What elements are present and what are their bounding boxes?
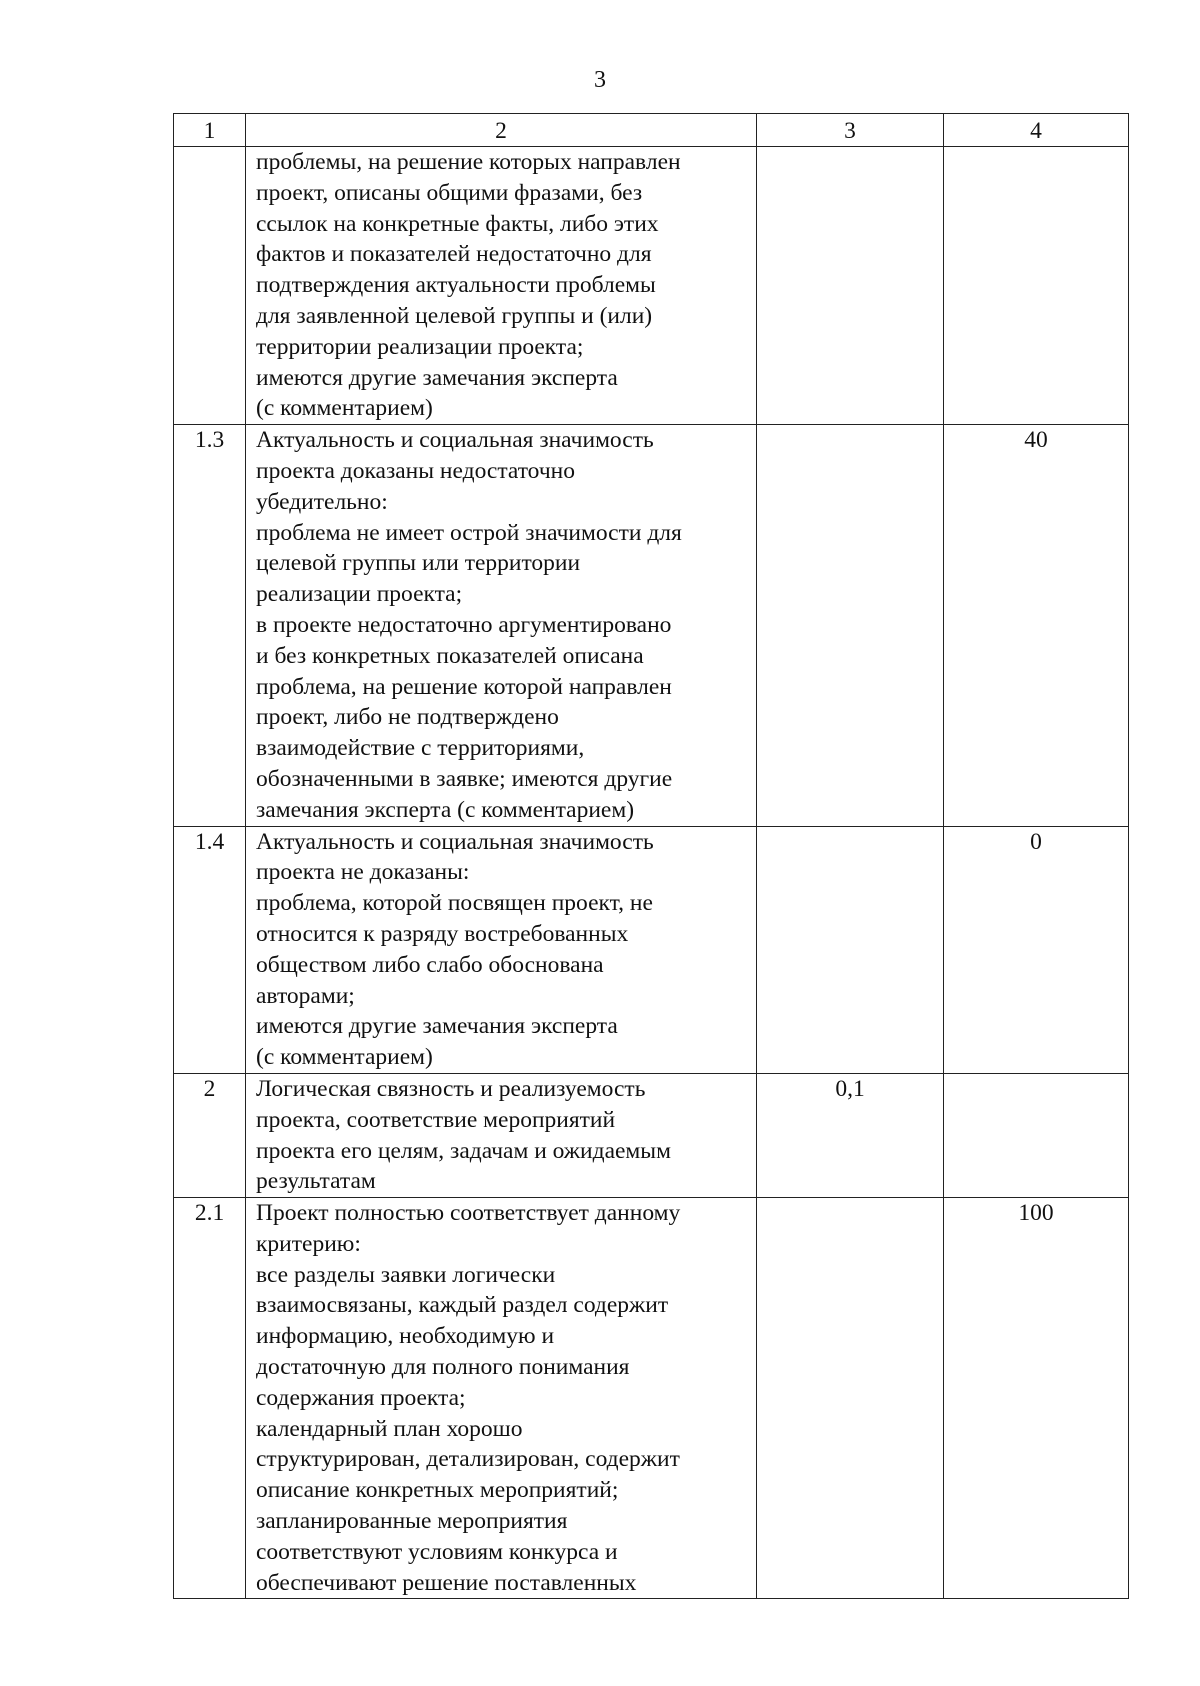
criterion-text-line: реализации проекта; [256, 581, 463, 608]
criterion-text-line: критерию: [256, 1230, 361, 1257]
criterion-text-line: проект, либо не подтверждено [256, 704, 559, 731]
weight-cell [757, 425, 944, 826]
criterion-description-cell [246, 1073, 757, 1197]
criterion-text-line: Актуальность и социальная значимость [256, 427, 654, 454]
score-cell: 0 [944, 826, 1129, 1073]
criteria-table [173, 113, 1129, 1599]
criterion-text-line: проекта доказаны недостаточно [256, 457, 575, 484]
criterion-text-line: подтверждения актуальности проблемы [256, 272, 656, 299]
score-cell [944, 147, 1129, 425]
criterion-text-line: обществом либо слабо обоснована [256, 951, 604, 978]
header-cell-2: 2 [246, 114, 757, 147]
criterion-description-cell [246, 425, 757, 826]
criterion-text-line: (с комментарием) [256, 395, 433, 422]
criterion-text-line: соответствуют условиям конкурса и [256, 1538, 618, 1565]
criterion-text-line: имеются другие замечания эксперта [256, 364, 618, 391]
score-cell: 100 [944, 1198, 1129, 1599]
criterion-text-line: (с комментарием) [256, 1044, 433, 1071]
row-number-cell: 1.3 [174, 425, 246, 826]
criterion-text-line: все разделы заявки логически [256, 1261, 556, 1288]
weight-cell [757, 1198, 944, 1599]
criterion-text-line: замечания эксперта (с комментарием) [256, 796, 635, 823]
criterion-text-line: проекта его целям, задачам и ожидаемым [256, 1137, 671, 1164]
criterion-text-line: запланированные мероприятия [256, 1508, 568, 1535]
table-row [174, 147, 1129, 425]
criterion-description-cell [246, 1198, 757, 1599]
criterion-text-line: территории реализации проекта; [256, 333, 584, 360]
criterion-text-line: описание конкретных мероприятий; [256, 1477, 619, 1504]
criterion-text-line: достаточную для полного понимания [256, 1354, 630, 1381]
criterion-text-line: проблема не имеет острой значимости для [256, 519, 682, 546]
criterion-description-cell [246, 147, 757, 425]
row-number-cell [174, 147, 246, 425]
row-number-cell: 2.1 [174, 1198, 246, 1599]
criterion-text-line: обеспечивают решение поставленных [256, 1569, 637, 1596]
criterion-text-line: убедительно: [256, 488, 388, 515]
criterion-text-line: имеются другие замечания эксперта [256, 1013, 618, 1040]
row-number-cell: 1.4 [174, 826, 246, 1073]
criterion-text-line: структурирован, детализирован, содержит [256, 1446, 680, 1473]
criterion-text-line: авторами; [256, 982, 355, 1009]
criterion-text-line: фактов и показателей недостаточно для [256, 241, 652, 268]
score-cell: 40 [944, 425, 1129, 826]
score-cell [944, 1073, 1129, 1197]
table-row [174, 1073, 1129, 1197]
table-row [174, 1198, 1129, 1599]
header-cell-1: 1 [174, 114, 246, 147]
page-number: 3 [594, 67, 606, 93]
row-number-cell: 2 [174, 1073, 246, 1197]
criterion-text-line: проблема, которой посвящен проект, не [256, 890, 653, 917]
table-row [174, 425, 1129, 826]
criterion-text-line: в проекте недостаточно аргументировано [256, 611, 672, 638]
criterion-text-line: календарный план хорошо [256, 1415, 523, 1442]
criterion-text-line: проект, описаны общими фразами, без [256, 179, 643, 206]
table-header-row [174, 114, 1129, 147]
criterion-text-line: взаимосвязаны, каждый раздел содержит [256, 1292, 669, 1319]
criterion-text-line: содержания проекта; [256, 1384, 466, 1411]
weight-cell [757, 826, 944, 1073]
criterion-text-line: обозначенными в заявке; имеются другие [256, 765, 673, 792]
weight-cell: 0,1 [757, 1073, 944, 1197]
criterion-text-line: и без конкретных показателей описана [256, 642, 644, 669]
criterion-text-line: для заявленной целевой группы и (или) [256, 302, 653, 329]
criterion-description-cell [246, 826, 757, 1073]
header-cell-3: 3 [757, 114, 944, 147]
weight-cell [757, 147, 944, 425]
criterion-text-line: целевой группы или территории [256, 550, 581, 577]
criterion-text-line: Логическая связность и реализуемость [256, 1075, 646, 1102]
criterion-text-line: результатам [256, 1168, 376, 1195]
criterion-text-line: информацию, необходимую и [256, 1323, 555, 1350]
criterion-text-line: Проект полностью соответствует данному [256, 1200, 681, 1227]
table-row [174, 826, 1129, 1073]
criterion-text-line: проблема, на решение которой направлен [256, 673, 672, 700]
criterion-text-line: проекта, соответствие мероприятий [256, 1106, 616, 1133]
criterion-text-line: Актуальность и социальная значимость [256, 828, 654, 855]
criterion-text-line: проекта не доказаны: [256, 859, 470, 886]
criterion-text-line: взаимодействие с территориями, [256, 735, 585, 762]
criterion-text-line: проблемы, на решение которых направлен [256, 149, 681, 175]
criterion-text-line: ссылок на конкретные факты, либо этих [256, 210, 659, 237]
criterion-text-line: относится к разряду востребованных [256, 920, 629, 947]
header-cell-4: 4 [944, 114, 1129, 147]
